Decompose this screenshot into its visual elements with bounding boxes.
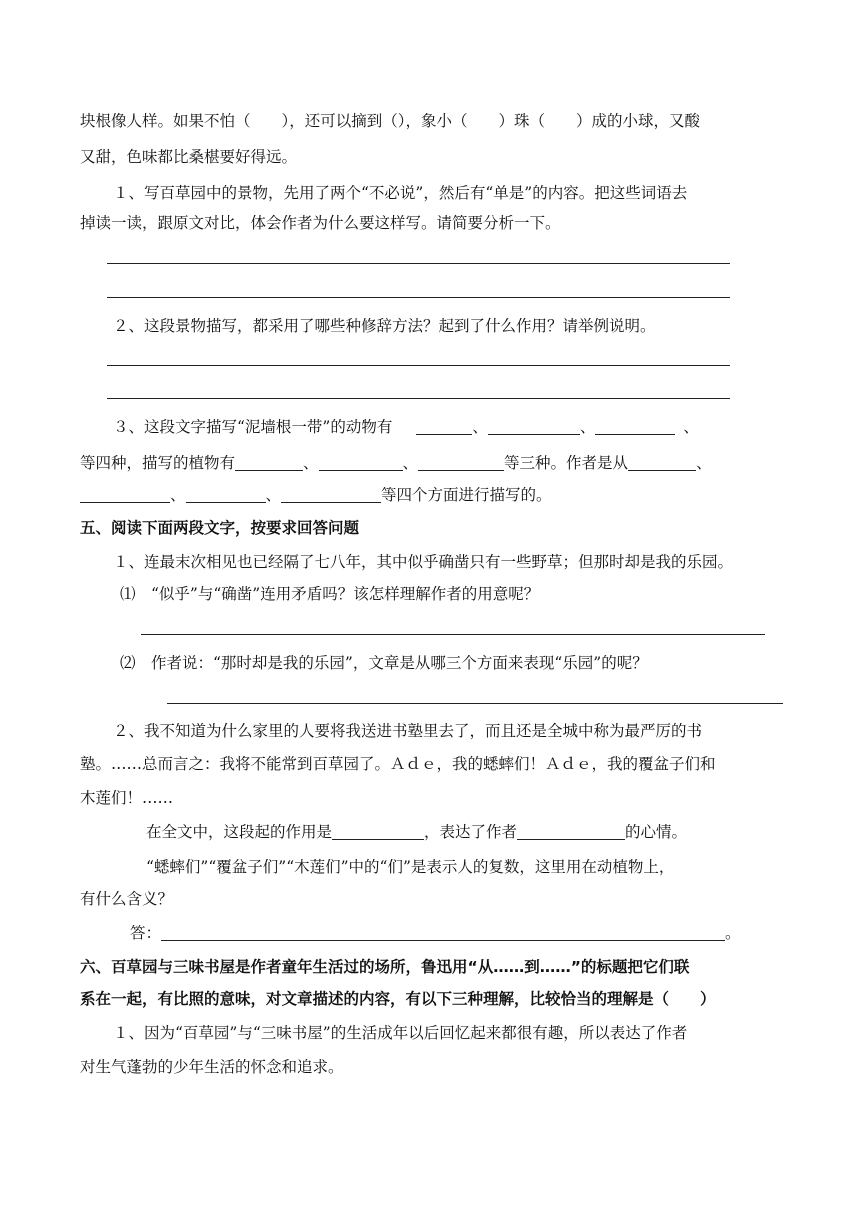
sub-question-2: ⑵ 作者说：“那时却是我的乐园”，文章是从哪三个方面来表现“乐园”的呢？ bbox=[120, 654, 648, 672]
question-plural-cont: 有什么含义？ bbox=[80, 890, 174, 908]
q-text: 在全文中，这段起的作用是 bbox=[146, 823, 333, 841]
section-5-heading: 五、阅读下面两段文字，按要求回答问题 bbox=[80, 519, 360, 537]
fill-blank[interactable] bbox=[281, 486, 381, 503]
q-text: ，表达了作者 bbox=[424, 823, 518, 841]
fill-blank[interactable] bbox=[595, 418, 675, 435]
q3-text: 等三种。作者是从 bbox=[504, 454, 629, 472]
option-1: １、因为“百草园”与“三味书屋”的生活成年以后回忆起来都很有趣，所以表达了作者 bbox=[113, 1024, 688, 1042]
answer-line[interactable] bbox=[141, 634, 765, 635]
sep: 、 bbox=[265, 486, 282, 504]
answer-label: 答： bbox=[130, 924, 162, 942]
sub-question-1: ⑴ “似乎”与“确凿”连用矛盾吗？该怎样理解作者的用意呢？ bbox=[120, 585, 540, 603]
answer-line[interactable] bbox=[107, 365, 730, 366]
sep: 、 bbox=[402, 454, 419, 472]
passage-2: ２、我不知道为什么家里的人要将我送进书塾里去了，而且还是全城中称为最严厉的书 bbox=[113, 722, 703, 740]
sep: 、 bbox=[579, 418, 596, 436]
answer-row bbox=[130, 922, 860, 944]
sep: 。 bbox=[725, 924, 741, 942]
fill-blank[interactable] bbox=[418, 454, 504, 471]
section-6-heading: 六、百草园与三味书屋是作者童年生活过的场所，鲁迅用“从……到……”的标题把它们联 bbox=[80, 958, 690, 976]
sep: 、 bbox=[472, 418, 488, 436]
sep: 、 bbox=[170, 486, 186, 504]
fill-blank[interactable] bbox=[319, 454, 403, 471]
answer-line[interactable] bbox=[107, 263, 730, 264]
fill-blank[interactable] bbox=[628, 454, 696, 471]
answer-blank[interactable] bbox=[161, 924, 725, 941]
fill-blank[interactable] bbox=[517, 823, 625, 840]
fill-blank[interactable] bbox=[332, 823, 424, 840]
question-3 bbox=[113, 416, 860, 438]
fill-question bbox=[146, 821, 860, 843]
passage-1: １、连最末次相见也已经隔了七八年，其中似乎确凿只有一些野草；但那时却是我的乐园。 bbox=[113, 553, 734, 571]
fill-blank[interactable] bbox=[235, 454, 303, 471]
fill-blank[interactable] bbox=[416, 418, 472, 435]
passage-2-cont: 塾。……总而言之：我将不能常到百草园了。Ａｄｅ，我的蟋蟀们！Ａｄｅ，我的覆盆子们和 bbox=[80, 755, 716, 773]
option-1-cont: 对生气蓬勃的少年生活的怀念和追求。 bbox=[80, 1058, 344, 1076]
q-text: 的心情。 bbox=[625, 823, 688, 841]
question-plural: “蟋蟀们”“覆盆子们”“木莲们”中的“们”是表示人的复数，这里用在动植物上， bbox=[146, 858, 675, 876]
section-6-heading-cont: 系在一起，有比照的意味，对文章描述的内容，有以下三种理解，比较恰当的理解是（ ） bbox=[80, 990, 716, 1008]
passage-2-cont: 木莲们！…… bbox=[80, 789, 174, 807]
answer-line[interactable] bbox=[107, 398, 730, 399]
sep: 、 bbox=[696, 454, 712, 472]
q3-text: 等四个方面进行描写的。 bbox=[381, 486, 552, 504]
fill-blank[interactable] bbox=[488, 418, 580, 435]
answer-line[interactable] bbox=[107, 297, 730, 298]
question-2: ２、这段景物描写，都采用了哪些种修辞方法？起到了什么作用？请举例说明。 bbox=[113, 317, 656, 335]
text-line: 块根像人样。如果不怕（ ），还可以摘到（），象小（ ）珠（ ）成的小球，又酸 bbox=[80, 112, 701, 130]
question-3-cont bbox=[80, 452, 860, 474]
sep: 、 bbox=[303, 454, 319, 472]
fill-blank[interactable] bbox=[186, 486, 266, 503]
question-1-cont: 掉读一读，跟原文对比，体会作者为什么要这样写。请简要分析一下。 bbox=[80, 214, 561, 232]
question-1: １、写百草园中的景物，先用了两个“不必说”，然后有“单是”的内容。把这些词语去 bbox=[113, 184, 688, 202]
q3-text: ３、这段文字描写“泥墙根一带”的动物有 bbox=[113, 418, 393, 436]
question-3-cont bbox=[80, 484, 860, 506]
answer-line[interactable] bbox=[167, 703, 783, 704]
q3-text: 等四种，描写的植物有 bbox=[80, 454, 236, 472]
text-line: 又甜，色味都比桑椹要好得远。 bbox=[80, 148, 298, 166]
fill-blank[interactable] bbox=[80, 486, 170, 503]
sep: 、 bbox=[683, 418, 699, 436]
